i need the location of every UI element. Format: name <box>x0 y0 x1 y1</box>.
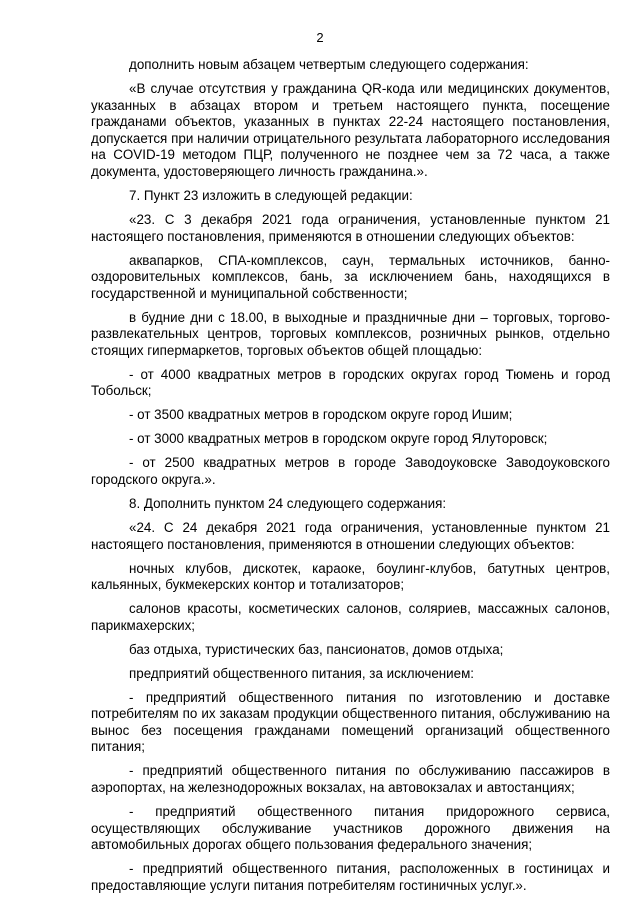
paragraph: дополнить новым абзацем четвертым следующего содержания: <box>129 57 529 72</box>
paragraph: «В случае отсутствия у гражданина QR-кода или медицинских документов, указанных в абзацах втором и третьем настоящего пункта, посещение гражданами объектов, указанных в пунктах 22-24 настоящего постановления, допускается при наличии отрицательного результата лабораторного исследования на COVID-19 методом ПЦР, полученного не позднее чем за 72 часа, а также документа, удостоверяющего личность гражданина.». <box>91 80 610 179</box>
paragraph: - предприятий общественного питания по изготовлению и доставке потребителям по их заказам продукции общественного питания, обслуживанию на вынос без посещения гражданами помещений организаций общественного питания; <box>91 689 610 755</box>
paragraph: салонов красоты, косметических салонов, соляриев, массажных салонов, парикмахерских; <box>91 601 610 633</box>
paragraph: предприятий общественного питания, за исключением: <box>129 665 475 681</box>
paragraph: - от 3000 квадратных метров в городском округе город Ялуторовск; <box>129 431 548 447</box>
paragraph: - предприятий общественного питания по обслуживанию пассажиров в аэропортах, на железнодорожных вокзалах, на автовокзалах и автостанциях; <box>91 763 610 796</box>
paragraph: - от 3500 квадратных метров в городском округе город Ишим; <box>129 407 513 423</box>
paragraph: - от 2500 квадратных метров в городе Заводоуковске Заводоуковского городского округа.». <box>91 455 610 487</box>
paragraph: 8. Дополнить пунктом 24 следующего содержания: <box>129 495 447 511</box>
paragraph: «24. С 24 декабря 2021 года ограничения, установленные пунктом 21 настоящего постановления, применяются в отношении следующих объектов: <box>91 519 610 552</box>
paragraph: аквапарков, СПА-комплексов, саун, термальных источников, банно-оздоровительных комплексов, бань, за исключением бань, находящихся в государственной и муниципальной собственности; <box>91 252 610 301</box>
paragraph: 7. Пункт 23 изложить в следующей редакции: <box>129 187 413 203</box>
paragraph: ночных клубов, дискотек, караоке, боулинг-клубов, батутных центров, кальянных, букмекерских контор и тотализаторов; <box>91 560 610 593</box>
page-number: 2 <box>316 30 324 45</box>
paragraph: - от 4000 квадратных метров в городских округах город Тюмень и город Тобольск; <box>91 366 610 399</box>
paragraph: - предприятий общественного питания, расположенных в гостиницах и предоставляющие услуги питания потребителям гостиничных услуг.». <box>91 861 610 893</box>
paragraph: в будние дни с 18.00, в выходные и праздничные дни – торговых, торгово-развлекательных центров, торговых комплексов, розничных рынков, отдельно стоящих гипермаркетов, торговых объектов общей площадью: <box>91 309 610 358</box>
paragraph: - предприятий общественного питания придорожного сервиса, осуществляющих обслуживание участников дорожного движения на автомобильных дорогах общего пользования федерального значения; <box>91 804 610 853</box>
paragraph: «23. С 3 декабря 2021 года ограничения, установленные пунктом 21 настоящего постановления, применяются в отношении следующих объектов: <box>91 211 610 244</box>
document-body <box>91 57 610 902</box>
paragraph: баз отдыха, туристических баз, пансионатов, домов отдыха; <box>129 641 504 657</box>
